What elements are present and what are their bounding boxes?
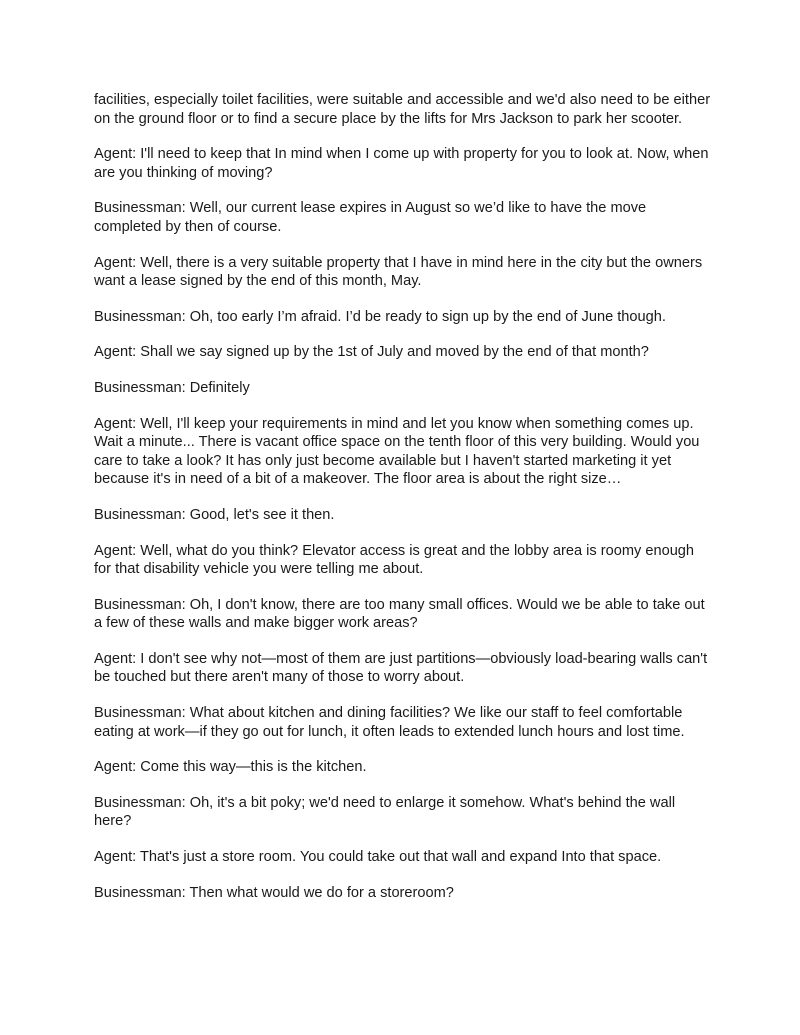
paragraph-agent-6: Agent: I don't see why not—most of them are just partitions—obviously load-bearing walls can't be touched but there aren't many of those to worry about. bbox=[94, 650, 708, 686]
paragraph-agent-8: Agent: That's just a store room. You could take out that wall and expand Into that space. bbox=[94, 849, 662, 866]
paragraph-agent-3: Agent: Shall we say signed up by the 1st of July and moved by the end of that month? bbox=[94, 344, 649, 361]
paragraph-agent-5: Agent: Well, what do you think? Elevator access is great and the lobby area is roomy enough for that disability vehicle you were telling me about. bbox=[94, 542, 695, 578]
paragraph-businessman-7: Businessman: Oh, it's a bit poky; we'd need to enlarge it somehow. What's behind the wall here? bbox=[94, 794, 676, 830]
paragraph-agent-2: Agent: Well, there is a very suitable property that I have in mind here in the city but the owners want a lease signed by the end of this month, May. bbox=[94, 254, 703, 290]
paragraph-businessman-6: Businessman: What about kitchen and dining facilities? We like our staff to feel comfortable eating at work—if they go out for lunch, it often leads to extended lunch hours and lost time. bbox=[94, 705, 685, 740]
paragraph-businessman-8: Businessman: Then what would we do for a storeroom? bbox=[94, 884, 454, 901]
paragraph-businessman-1: Businessman: Well, our current lease expires in August so we’d like to have the move completed by then of course. bbox=[94, 200, 647, 235]
paragraph-businessman-4: Businessman: Good, let's see it then. bbox=[94, 506, 335, 523]
paragraph-businessman-2: Businessman: Oh, too early I’m afraid. I’d be ready to sign up by the end of June though. bbox=[94, 308, 666, 325]
paragraph-businessman-3: Businessman: Definitely bbox=[94, 379, 250, 396]
paragraph-businessman-5: Businessman: Oh, I don't know, there are too many small offices. Would we be able to take out a few of these walls and make bigger work areas? bbox=[94, 596, 705, 632]
paragraph-agent-1: Agent: I'll need to keep that In mind when I come up with property for you to look at. Now, when are you thinking of moving? bbox=[94, 146, 709, 181]
document-page bbox=[94, 91, 714, 919]
paragraph-agent-7: Agent: Come this way—this is the kitchen. bbox=[94, 759, 367, 776]
paragraph-continuation: facilities, especially toilet facilities, were suitable and accessible and we'd also need to be either on the ground floor or to find a secure place by the lifts for Mrs Jackson to park her scooter. bbox=[94, 92, 711, 127]
paragraph-agent-4: Agent: Well, I'll keep your requirements in mind and let you know when something comes up. Wait a minute... There is vacant office space on the tenth floor of this very building. Would you care to take a look? It has only just become available but I haven't started marketing it yet because it's in need of a bit of a makeover. The floor area is about the right size… bbox=[94, 415, 700, 488]
